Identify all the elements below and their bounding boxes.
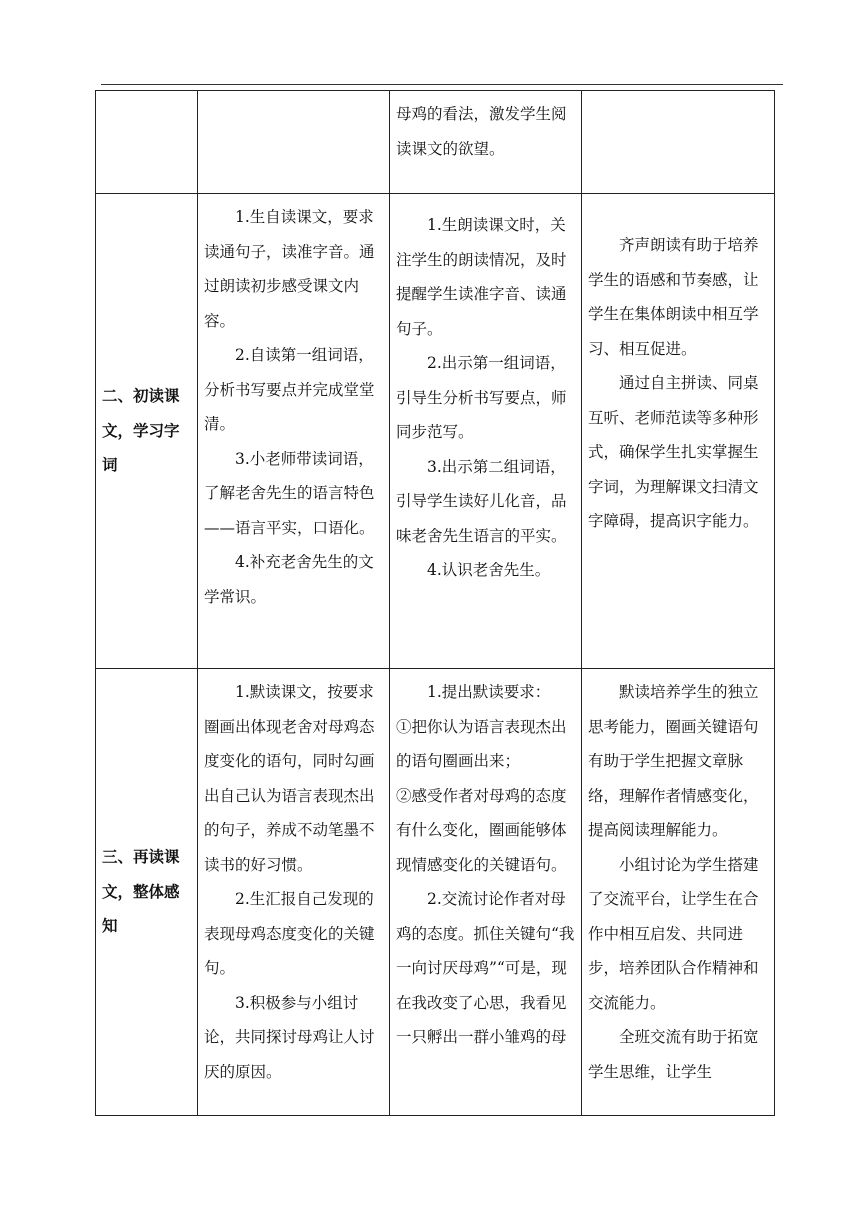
teacher-activity-cell — [390, 91, 582, 194]
paragraph: 4.补充老舍先生的文学常识。 — [204, 553, 374, 606]
list-item: ②感受作者对母鸡的态度有什么变化，圈画能够体现情感变化的关键语句。 — [396, 786, 567, 874]
paragraph: 默读培养学生的独立思考能力，圈画关键语句有助于学生把握文章脉络，理解作者情感变化，提高阅读理解能力。 — [588, 683, 759, 839]
table-row — [96, 194, 775, 669]
paragraph: 2.自读第一组词语，分析书写要点并完成堂堂清。 — [204, 346, 375, 433]
teacher-activity-cell — [390, 194, 582, 669]
stage-cell: 二、初读课文，学习字词 — [96, 194, 198, 669]
paragraph: 2.交流讨论作者对母鸡的态度。抓住关键句“我一向讨厌母鸡”“可是，现在我改变了心思，我看见一只孵出一群小雏鸡的母 — [396, 890, 575, 1046]
design-intent-cell — [582, 194, 775, 669]
paragraph: 3.出示第二组词语，引导学生读好儿化音，品味老舍先生语言的平实。 — [396, 457, 567, 545]
paragraph: 2.出示第一组词语，引导生分析书写要点，师同步范写。 — [396, 354, 567, 441]
paragraph: 3.小老师带读词语，了解老舍先生的语言特色——语言平实，口语化。 — [204, 449, 375, 537]
paragraph: 4.认识老舍先生。 — [427, 561, 551, 579]
table-row — [96, 669, 775, 1116]
paragraph: 1.默读课文，按要求圈画出体现老舍对母鸡态度变化的语句，同时勾画出自己认为语言表现杰出的句子，养成不动笔墨不读书的好习惯。 — [204, 683, 375, 874]
paragraph: 齐声朗读有助于培养学生的语感和节奏感，让学生在集体朗读中相互学习、相互促进。 — [588, 236, 759, 358]
lesson-plan-table — [95, 90, 775, 1116]
paragraph: 1.提出默读要求： — [427, 683, 551, 701]
teacher-activity-cell — [390, 669, 582, 1116]
stage-cell: 三、再读课文，整体感知 — [96, 669, 198, 1116]
list-item: ①把你认为语言表现杰出的语句圈画出来； — [396, 717, 567, 770]
paragraph: 通过自主拼读、同桌互听、老师范读等多种形式，确保学生扎实掌握生字词，为理解课文扫清文字障碍，提高识字能力。 — [588, 374, 759, 530]
stage-cell — [96, 91, 198, 194]
paragraph: 1.生自读课文，要求读通句子，读准字音。通过朗读初步感受课文内容。 — [204, 208, 375, 330]
student-activity-cell — [198, 194, 390, 669]
paragraph: 2.生汇报自己发现的表现母鸡态度变化的关键句。 — [204, 890, 375, 977]
design-intent-cell — [582, 669, 775, 1116]
table-row — [96, 91, 775, 194]
paragraph: 1.生朗读课文时，关注学生的朗读情况，及时提醒学生读准字音、读通句子。 — [396, 216, 567, 338]
design-intent-cell — [582, 91, 775, 194]
student-activity-cell — [198, 91, 390, 194]
paragraph: 3.积极参与小组讨论，共同探讨母鸡让人讨厌的原因。 — [204, 993, 375, 1081]
header-rule — [101, 84, 783, 85]
paragraph: 小组讨论为学生搭建了交流平台，让学生在合作中相互启发、共同进步，培养团队合作精神和交流能力。 — [588, 855, 759, 1012]
cell-text: 母鸡的看法，激发学生阅读课文的欲望。 — [396, 105, 567, 158]
paragraph: 全班交流有助于拓宽学生思维，让学生 — [588, 1028, 759, 1081]
student-activity-cell — [198, 669, 390, 1116]
